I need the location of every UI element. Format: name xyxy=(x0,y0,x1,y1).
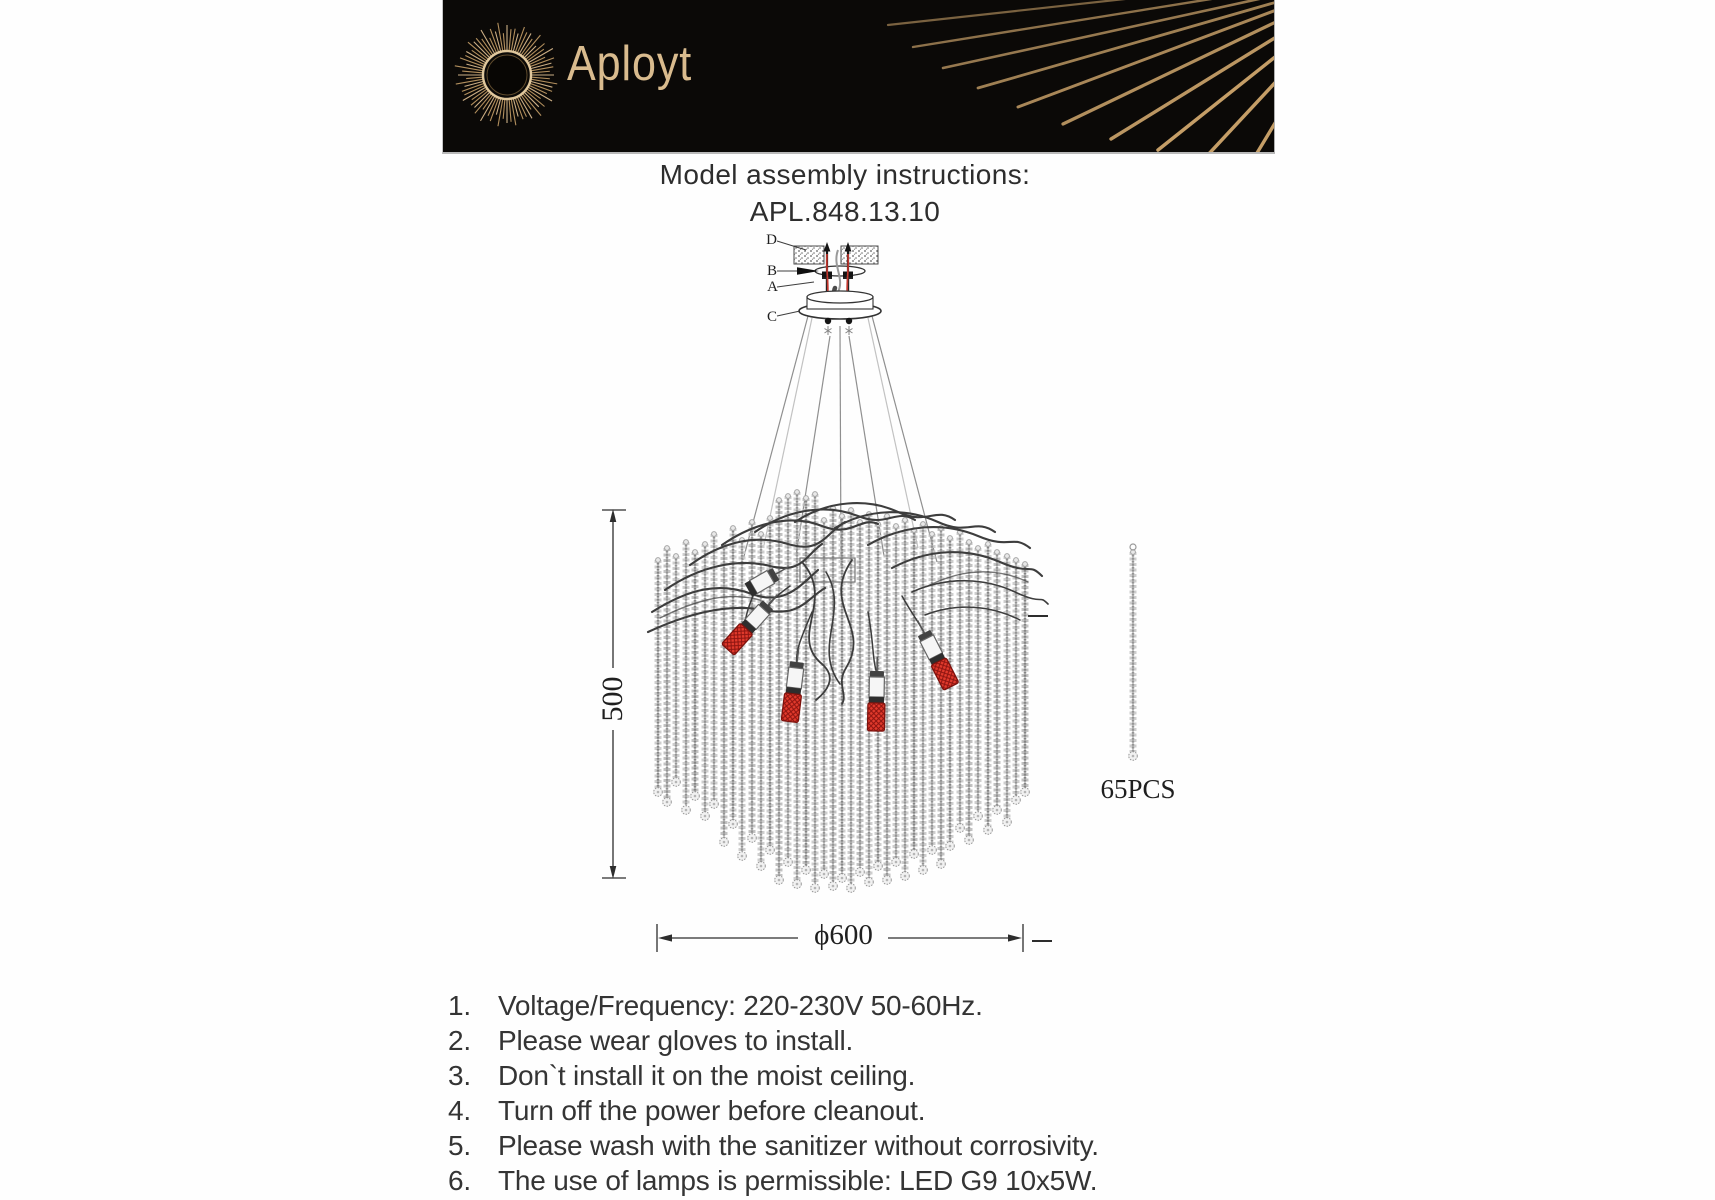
crystal-strand xyxy=(775,498,784,885)
strand-count-label: 65PCS xyxy=(1100,774,1176,804)
instruction-item xyxy=(448,1060,1288,1095)
crystal-strand xyxy=(919,522,928,875)
brand-text: Aployt xyxy=(567,37,693,91)
instruction-text: The use of lamps is permissible: LED G9 10x5W. xyxy=(498,1165,1098,1196)
instruction-number: 3. xyxy=(448,1060,471,1091)
instruction-number: 2. xyxy=(448,1025,471,1056)
dimension-diameter-label: ϕ600 xyxy=(814,919,873,951)
instruction-item xyxy=(448,990,1288,1025)
page-title: Model assembly instructions: xyxy=(659,159,1031,190)
instruction-text: Voltage/Frequency: 220-230V 50-60Hz. xyxy=(498,990,983,1021)
crystal-strand xyxy=(663,546,672,807)
crystal-strand xyxy=(654,558,663,797)
instruction-item xyxy=(448,1025,1288,1060)
instruction-number: 4. xyxy=(448,1095,471,1126)
instruction-text: Please wash with the sanitizer without corrosivity. xyxy=(498,1130,1099,1161)
crystal-strand xyxy=(993,550,1002,815)
crystal-strand xyxy=(974,546,983,821)
crystal-strand xyxy=(928,532,937,855)
crystal-strand xyxy=(820,518,829,879)
instruction-text: Don`t install it on the moist ceiling. xyxy=(498,1060,916,1091)
crystal-strand xyxy=(691,550,700,801)
crystal-strands xyxy=(654,490,1138,893)
crystal-strand xyxy=(1003,554,1012,827)
instruction-item xyxy=(448,1165,1288,1200)
crystal-strand xyxy=(710,532,719,809)
crystal-strand xyxy=(729,526,738,829)
instruction-text: Please wear gloves to install. xyxy=(498,1025,854,1056)
crystal-strand xyxy=(748,520,757,843)
instruction-number: 6. xyxy=(448,1165,471,1196)
instruction-number: 5. xyxy=(448,1130,471,1161)
crystal-strand xyxy=(892,524,901,867)
instructions-list xyxy=(448,990,1288,1200)
strand-top-loop xyxy=(1130,544,1136,550)
crystal-strand xyxy=(802,496,811,875)
crystal-strand xyxy=(856,520,865,877)
mount-label-d: D xyxy=(766,232,777,248)
instruction-item xyxy=(448,1130,1288,1165)
mount-label-c: C xyxy=(766,309,777,325)
crystal-strand xyxy=(701,542,710,821)
crystal-strand xyxy=(946,536,955,851)
instruction-text: Turn off the power before cleanout. xyxy=(498,1095,926,1126)
model-number: APL.848.13.10 xyxy=(749,196,941,227)
crystal-strand xyxy=(838,514,847,883)
crystal-strand xyxy=(965,540,974,845)
mount-label-a: A xyxy=(767,279,778,295)
mount-label-b: B xyxy=(766,263,777,279)
crystal-strand xyxy=(901,518,910,881)
dimension-height-label: 500 xyxy=(596,676,629,722)
crystal-strand xyxy=(738,538,747,861)
crystal-strand xyxy=(682,540,691,815)
crystal-strand xyxy=(937,526,946,869)
crystal-strand xyxy=(1129,550,1138,761)
crystal-strand xyxy=(672,554,681,787)
ceiling-mount-detail xyxy=(777,241,881,335)
crystal-strand xyxy=(984,542,993,835)
crystal-strand xyxy=(829,506,838,891)
crystal-strand xyxy=(910,528,919,859)
instruction-item xyxy=(448,1095,1288,1130)
instruction-number: 1. xyxy=(448,990,471,1021)
